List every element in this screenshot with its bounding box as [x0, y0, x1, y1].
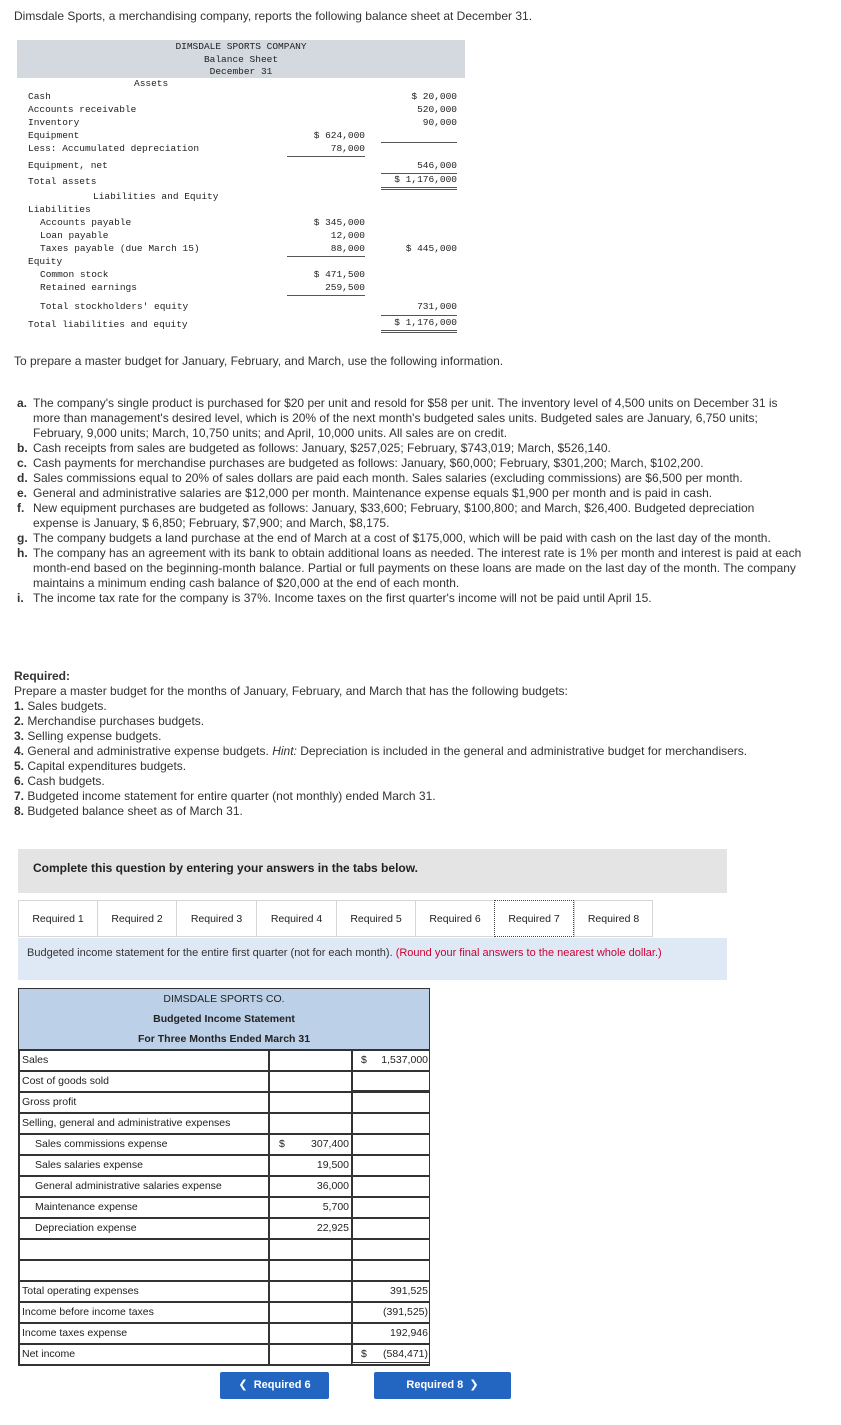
bs-inv-label: Inventory	[28, 117, 80, 128]
is-gp-input[interactable]	[353, 1092, 430, 1112]
bs-re: 259,500	[325, 282, 365, 293]
bs-ap: $ 345,000	[313, 217, 365, 228]
tab-required-4[interactable]: Required 4	[256, 900, 336, 937]
bs-inv: 90,000	[422, 117, 457, 128]
is-comm-label[interactable]: Sales commissions expense	[35, 1138, 168, 1150]
is-tax-label[interactable]: Income taxes expense	[22, 1327, 128, 1339]
bs-total-liab: $ 445,000	[405, 243, 457, 254]
is-extra-input-2[interactable]	[271, 1260, 351, 1280]
tab-required-1[interactable]: Required 1	[18, 900, 97, 937]
required-item: 2. Merchandise purchases budgets.	[14, 714, 205, 728]
is-company: DIMSDALE SPORTS CO.	[19, 989, 429, 1009]
bs-tse-label: Total stockholders' equity	[40, 301, 189, 312]
bs-ar-label: Accounts receivable	[28, 104, 137, 115]
bs-equip-net: 546,000	[417, 160, 457, 171]
is-extra-label-2[interactable]	[19, 1260, 269, 1280]
bs-total-assets-label: Total assets	[28, 176, 97, 187]
bs-cs-label: Common stock	[40, 269, 109, 280]
tab-required-8[interactable]: Required 8	[574, 900, 653, 937]
bs-cs: $ 471,500	[313, 269, 365, 280]
tab-required-2[interactable]: Required 2	[97, 900, 176, 937]
next-button[interactable]: Required 8 ❯	[374, 1372, 511, 1399]
bs-equip: $ 624,000	[313, 130, 365, 141]
bs-total-assets: $ 1,176,000	[394, 174, 457, 185]
bs-assets-heading: Assets	[134, 78, 169, 89]
required-item: 8. Budgeted balance sheet as of March 31.	[14, 804, 243, 818]
is-total-opex-input[interactable]: 391,525	[390, 1285, 428, 1297]
bs-liab-label: Liabilities	[28, 204, 91, 215]
is-gp-label[interactable]: Gross profit	[22, 1096, 77, 1108]
balance-sheet-header	[17, 40, 465, 78]
bs-ap-label: Accounts payable	[40, 217, 132, 228]
is-comm-input[interactable]: $ 307,400	[279, 1138, 349, 1150]
bs-equity-label: Equity	[28, 256, 63, 267]
tab-bar	[18, 900, 653, 937]
info-item: a. The company's single product is purchased for $20 per unit and resold for $58 per unit. The inventory level of 4,500 units on December 31 is more than management's desired level, which is 20% of the next month's budgeted sales units. Budgeted sales are January, 6,750 units; February, 9,000 units; March, 10,750 units; and April, 10,000 units. All sales are on credit.	[17, 396, 778, 440]
income-statement	[18, 988, 430, 1366]
bs-company: DIMSDALE SPORTS COMPANY	[175, 41, 307, 52]
is-ibt-input[interactable]: (391,525)	[383, 1306, 428, 1318]
is-total-opex-label[interactable]: Total operating expenses	[22, 1285, 139, 1297]
chevron-left-icon: ❮	[238, 1379, 248, 1391]
bs-title: Balance Sheet	[203, 53, 279, 65]
bs-equip-net-label: Equipment, net	[28, 160, 108, 171]
instruction-box	[18, 938, 727, 980]
tab-required-5[interactable]: Required 5	[336, 900, 415, 937]
required-item: 3. Selling expense budgets.	[14, 729, 162, 743]
is-depr-input[interactable]: 22,925	[316, 1222, 349, 1234]
is-sga-label[interactable]: Selling, general and administrative expenses	[22, 1117, 231, 1129]
info-item: g. The company budgets a land purchase at the end of March at a cost of $175,000, which will be paid with cash on the last day of the month.	[17, 531, 771, 545]
info-item: c. Cash payments for merchandise purchases are budgeted as follows: January, $60,000; February, $301,200; March, $102,200.	[17, 456, 704, 470]
instruction-text: Budgeted income statement for the entire first quarter (not for each month).	[27, 947, 396, 959]
is-depr-label[interactable]: Depreciation expense	[35, 1222, 137, 1234]
is-maint-input[interactable]: 5,700	[322, 1201, 349, 1213]
bs-taxes: 88,000	[330, 243, 365, 254]
bs-accum-label: Less: Accumulated depreciation	[28, 143, 200, 154]
is-maint-label[interactable]: Maintenance expense	[35, 1201, 138, 1213]
is-cogs-input[interactable]	[353, 1071, 430, 1091]
bs-ar: 520,000	[417, 104, 457, 115]
intro-text: Dimsdale Sports, a merchandising company, reports the following balance sheet at December 31.	[14, 9, 533, 23]
required-item: 5. Capital expenditures budgets.	[14, 759, 187, 773]
required-intro: Prepare a master budget for the months of January, February, and March that has the following budgets:	[14, 684, 568, 698]
prep-text: To prepare a master budget for January, February, and March, use the following information.	[14, 354, 504, 368]
bs-tle-label: Total liabilities and equity	[28, 319, 188, 330]
bs-loan: 12,000	[330, 230, 365, 241]
is-title: Budgeted Income Statement	[19, 1009, 429, 1029]
bs-tse: 731,000	[417, 301, 457, 312]
bs-equip-label: Equipment	[28, 130, 80, 141]
required-item: 6. Cash budgets.	[14, 774, 105, 788]
required-section	[14, 669, 814, 819]
is-ga-label[interactable]: General administrative salaries expense	[35, 1180, 222, 1192]
bs-cash: $ 20,000	[411, 91, 457, 102]
is-ibt-label[interactable]: Income before income taxes	[22, 1306, 154, 1318]
bs-date: December 31	[209, 66, 273, 77]
is-tax-input[interactable]: 192,946	[390, 1327, 428, 1339]
info-item: f. New equipment purchases are budgeted as follows: January, $33,600; February, $100,800; and March, $26,400. Budgeted depreciation expense is January, $ 6,850; February, $7,900; and March, $8,175.	[17, 501, 755, 530]
required-item: 1. Sales budgets.	[14, 699, 107, 713]
is-extra-input-1[interactable]	[271, 1239, 351, 1259]
required-heading: Required:	[14, 669, 71, 683]
info-item: i. The income tax rate for the company is 37%. Income taxes on the first quarter's income will not be paid until April 15.	[17, 591, 652, 605]
is-ni-input[interactable]: $ (584,471)	[361, 1348, 428, 1360]
bs-tle: $ 1,176,000	[394, 317, 457, 328]
bs-le-heading: Liabilities and Equity	[93, 191, 219, 202]
tab-required-3[interactable]: Required 3	[176, 900, 256, 937]
required-item: 7. Budgeted income statement for entire quarter (not monthly) ended March 31.	[14, 789, 436, 803]
info-item: d. Sales commissions equal to 20% of sales dollars are paid each month. Sales salaries (excluding commissions) are $6,500 per month.	[17, 471, 743, 485]
is-cogs-label[interactable]: Cost of goods sold	[22, 1075, 109, 1087]
info-item: b. Cash receipts from sales are budgeted as follows: January, $257,025; February, $743,019; March, $526,140.	[17, 441, 611, 455]
prev-button[interactable]: ❮ Required 6	[220, 1372, 329, 1399]
bs-taxes-label: Taxes payable (due March 15)	[40, 243, 200, 254]
info-item: e. General and administrative salaries are $12,000 per month. Maintenance expense equals $1,900 per month and is paid in cash.	[17, 486, 713, 500]
is-extra-label-1[interactable]	[19, 1239, 269, 1259]
is-sales-label[interactable]: Sales	[22, 1054, 49, 1066]
is-sales-input[interactable]: $ 1,537,000	[361, 1054, 428, 1066]
instruction-round: (Round your final answers to the nearest whole dollar.)	[395, 947, 662, 959]
complete-banner: Complete this question by entering your answers in the tabs below.	[18, 849, 727, 893]
is-ni-label[interactable]: Net income	[22, 1348, 76, 1360]
tab-required-7[interactable]: Required 7	[494, 900, 574, 937]
chevron-right-icon: ❯	[469, 1379, 479, 1391]
bs-cash-label: Cash	[28, 91, 51, 102]
is-period: For Three Months Ended March 31	[19, 1029, 429, 1049]
is-salaries-label[interactable]: Sales salaries expense	[35, 1159, 143, 1171]
is-ga-input[interactable]: 36,000	[316, 1180, 349, 1192]
info-list	[17, 396, 802, 606]
tab-required-6[interactable]: Required 6	[415, 900, 494, 937]
required-item: 4. General and administrative expense budgets. Hint: Depreciation is included in the general and administrative budget for merchandisers.	[14, 744, 748, 758]
bs-loan-label: Loan payable	[40, 230, 109, 241]
is-salaries-input[interactable]: 19,500	[316, 1159, 349, 1171]
bs-accum: 78,000	[330, 143, 365, 154]
bs-re-label: Retained earnings	[40, 282, 137, 293]
info-item: h. The company has an agreement with its bank to obtain additional loans as needed. The interest rate is 1% per month and interest is paid at each month-end based on the beginning-month balance. Partial or full payments on these loans are made on the last day of the month. The company maintains a minimum ending cash balance of $20,000 at the end of each month.	[17, 546, 802, 590]
balance-sheet	[17, 40, 465, 332]
